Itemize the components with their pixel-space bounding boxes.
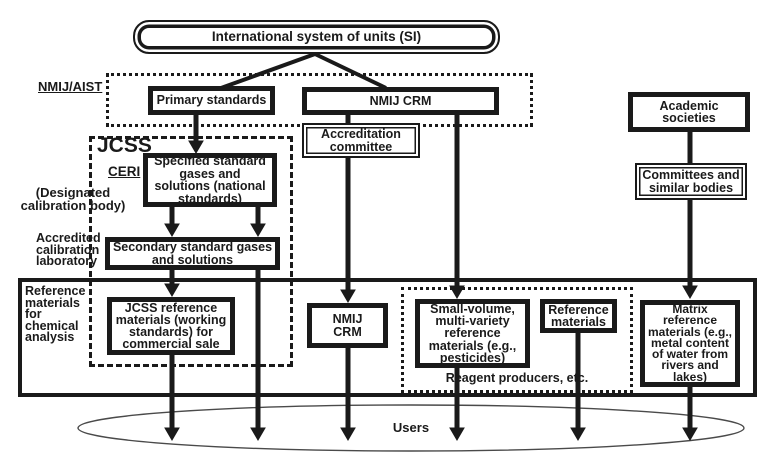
nmij-crm-box: NMIJ CRM bbox=[302, 87, 499, 115]
matrix-reference-materials-box: Matrix reference materials (e.g., metal content of water from rivers and lakes) bbox=[640, 300, 740, 387]
small-volume-reference-materials-box: Small-volume, multi-variety reference materials (e.g., pesticides) bbox=[415, 299, 530, 368]
si-title-box: International system of units (SI) bbox=[133, 20, 500, 54]
jcss-label: JCSS bbox=[97, 134, 152, 157]
reagent-producers-label: Reagent producers, etc. bbox=[445, 371, 589, 385]
arrow-academic-matrix bbox=[683, 132, 697, 298]
accredited-calibration-laboratory-label: Accredited calibration laboratory bbox=[36, 231, 101, 268]
nmij-crm-bottom-box: NMIJ CRM bbox=[307, 303, 388, 348]
arrow-nmijcrm-smallvolume bbox=[450, 115, 464, 298]
secondary-standard-gases-box: Secondary standard gases and solutions bbox=[105, 237, 280, 270]
specified-standard-gases-box: Specified standard gases and solutions (national standards) bbox=[143, 153, 277, 207]
primary-standards-box: Primary standards bbox=[148, 86, 275, 115]
reference-materials-for-chemical-analysis-label: Reference materials for chemical analysis bbox=[25, 284, 86, 344]
committees-similar-bodies-box: Committees and similar bodies bbox=[635, 163, 747, 200]
reference-materials-box: Reference materials bbox=[540, 299, 617, 333]
designated-calibration-body-label: (Designated calibration body) bbox=[20, 185, 126, 213]
accreditation-committee-box: Accreditation committee bbox=[302, 123, 420, 158]
academic-societies-box: Academic societies bbox=[628, 92, 750, 132]
users-label: Users bbox=[392, 420, 430, 435]
ceri-label: CERI bbox=[108, 164, 141, 179]
nmij-aist-label: NMIJ/AIST bbox=[38, 79, 103, 94]
jcss-reference-materials-box: JCSS reference materials (working standards) for commercial sale bbox=[107, 297, 235, 355]
